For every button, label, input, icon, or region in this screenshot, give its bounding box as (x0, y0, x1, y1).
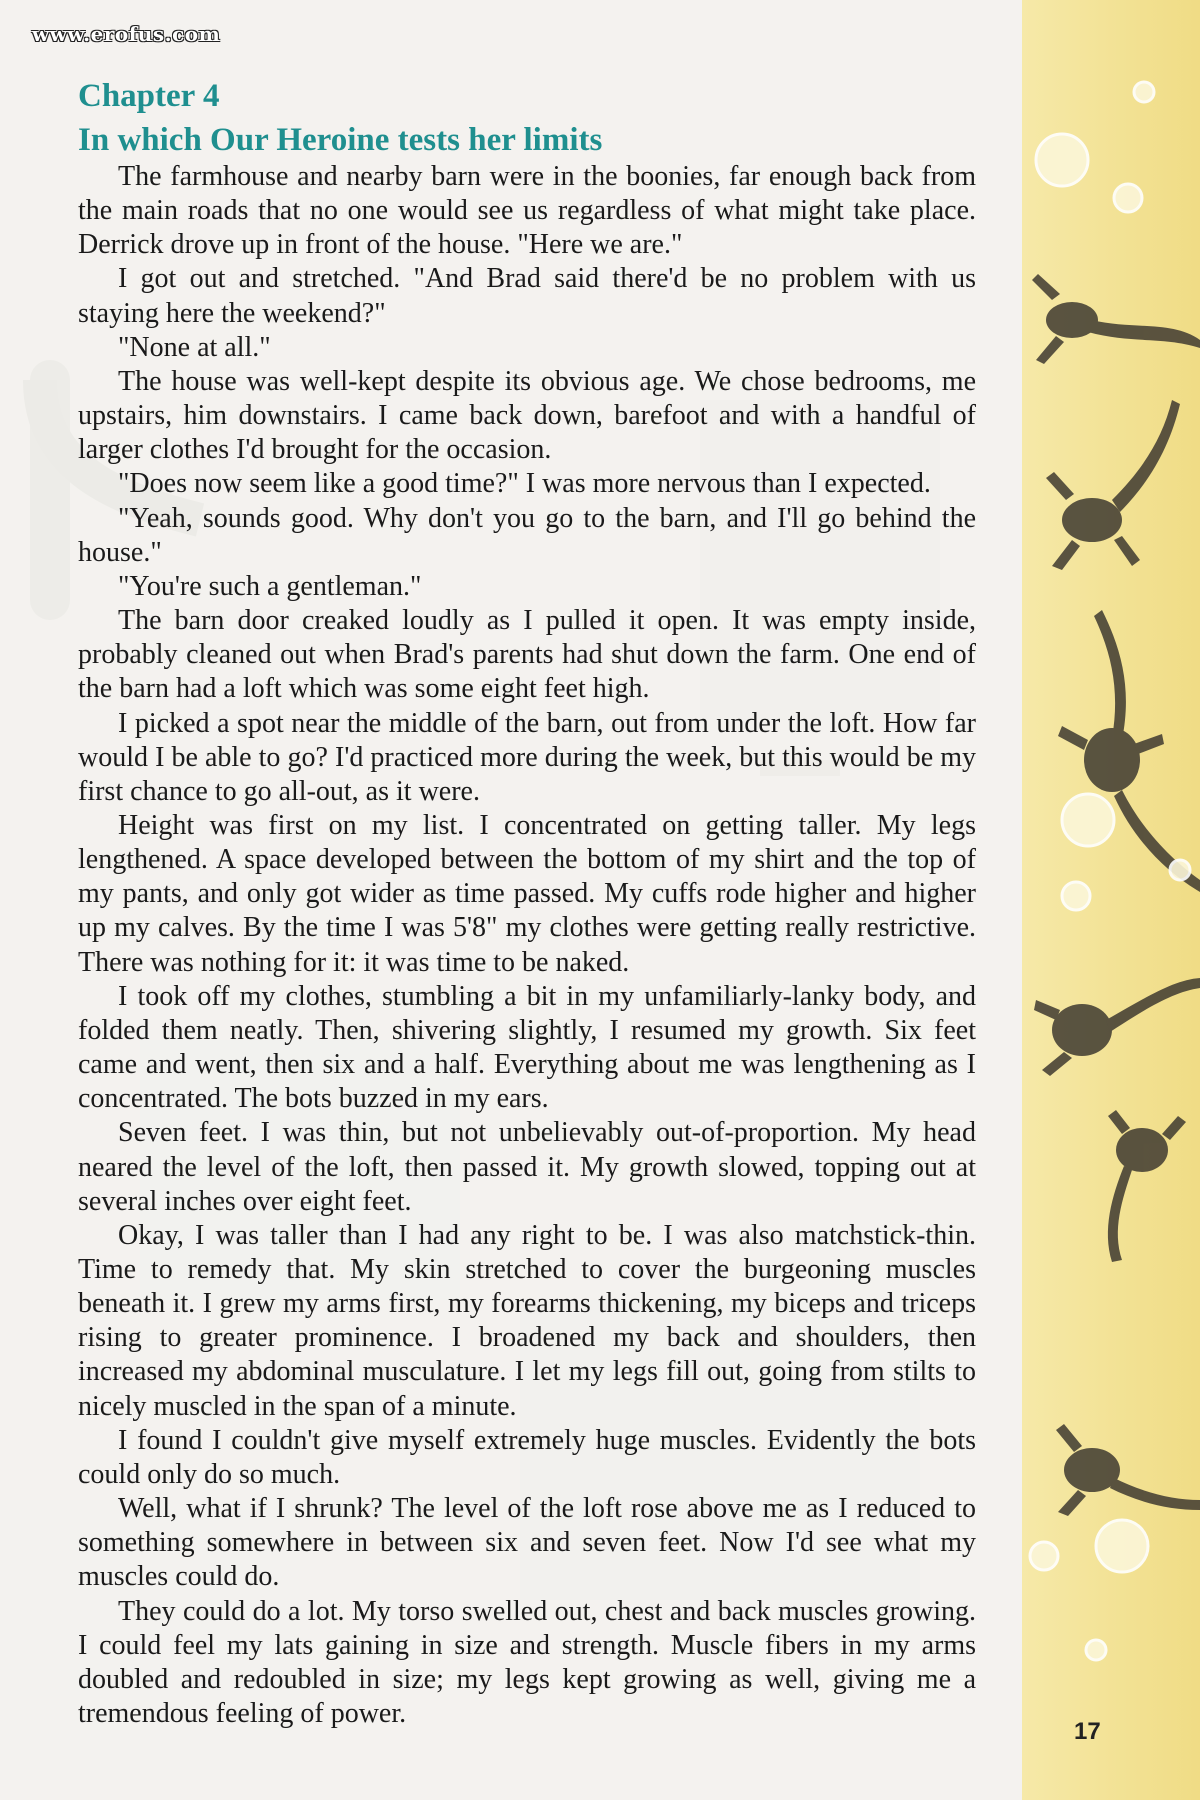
paragraph: I found I couldn't give myself extremely huge muscles. Evidently the bots could only do so much. (78, 1424, 976, 1490)
paragraph: "None at all." (118, 331, 271, 363)
paragraph: Okay, I was taller than I had any right to be. I was also matchstick-thin. Time to remedy that. My skin stretched to cover the burgeoning muscles beneath it. I grew my arms first, my forearms thickening, my biceps and triceps rising to greater prominence. I broadened my back and shoulders, then increased my abdominal musculature. I let my legs fill out, going from stilts to nicely muscled in the span of a minute. (78, 1219, 976, 1422)
paragraph: "You're such a gentleman." (118, 570, 422, 602)
lizard-silhouette-icon (1034, 978, 1200, 1076)
paragraph: "Yeah, sounds good. Why don't you go to the barn, and I'll go behind the house." (78, 502, 976, 568)
paragraph: Well, what if I shrunk? The level of the loft rose above me as I reduced to something somewhere in between six and seven feet. Now I'd see what my muscles could do. (78, 1493, 976, 1593)
bubble-icon (1096, 1520, 1148, 1572)
paragraph: The farmhouse and nearby barn were in the boonies, far enough back from the main roads that no one would see us regardless of what might take place. Derrick drove up in front of the house. "Here we are." (78, 161, 976, 261)
bubble-icon (1114, 184, 1142, 212)
paragraph: They could do a lot. My torso swelled out, chest and back muscles growing. I could feel my lats gaining in size and strength. Muscle fibers in my arms doubled and redoubled in size; my legs kept growing as well, giving me a tremendous feeling of power. (78, 1595, 976, 1730)
paragraph: I picked a spot near the middle of the barn, out from under the loft. How far would I be able to go? I'd practiced more during the week, but this would be my first chance to go all-out, as it were. (78, 707, 976, 807)
bubble-icon (1062, 882, 1090, 910)
text-column (78, 74, 976, 1731)
bubble-icon (1086, 1640, 1106, 1660)
chapter-subtitle: In which Our Heroine tests her limits (78, 122, 603, 158)
paragraph: Seven feet. I was thin, but not unbelievably out-of-proportion. My head neared the level of the loft, then passed it. My growth slowed, topping out at several inches over eight feet. (78, 1117, 976, 1217)
paragraph: I took off my clothes, stumbling a bit in my unfamiliarly-lanky body, and folded them neatly. Then, shivering slightly, I resumed my growth. Six feet came and went, then six and a half. Everything about me was lengthening as I concentrated. The bots buzzed in my ears. (78, 980, 976, 1115)
bubble-icon (1170, 860, 1190, 880)
lizard-silhouette-icon (1056, 1424, 1200, 1516)
bubble-icon (1062, 794, 1114, 846)
paragraph: The house was well-kept despite its obvious age. We chose bedrooms, me upstairs, him downstairs. I came back down, barefoot and with a handful of larger clothes I'd brought for the occasion. (78, 365, 976, 466)
lizard-silhouette-icon (1058, 610, 1200, 892)
lizard-silhouettes-decoration (1022, 0, 1200, 1800)
bubble-icon (1036, 134, 1088, 186)
lizard-silhouette-icon (1046, 400, 1180, 570)
paragraph: Height was first on my list. I concentrated on getting taller. My legs lengthened. A space developed between the bottom of my shirt and the top of my pants, and only got wider as time passed. My cuffs rode higher and higher up my calves. By the time I was 5'8" my clothes were getting really restrictive. There was nothing for it: it was time to be naked. (78, 809, 976, 978)
chapter-title: Chapter 4 (78, 78, 220, 114)
lizard-silhouette-icon (1032, 274, 1200, 364)
paragraph: I got out and stretched. "And Brad said there'd be no problem with us staying here the weekend?" (78, 263, 976, 329)
bubble-icon (1134, 82, 1154, 102)
paragraph: "Does now seem like a good time?" I was more nervous than I expected. (118, 468, 931, 500)
lizard-silhouette-icon (1108, 1110, 1186, 1262)
page-number: 17 (1074, 1718, 1101, 1745)
paragraph: The barn door creaked loudly as I pulled it open. It was empty inside, probably cleaned out when Brad's parents had shut down the farm. One end of the barn had a loft which was some eight feet high. (78, 605, 976, 705)
bubble-icon (1030, 1542, 1058, 1570)
decorative-side-panel (1022, 0, 1200, 1800)
watermark-text: www.erofus.com (32, 22, 221, 46)
